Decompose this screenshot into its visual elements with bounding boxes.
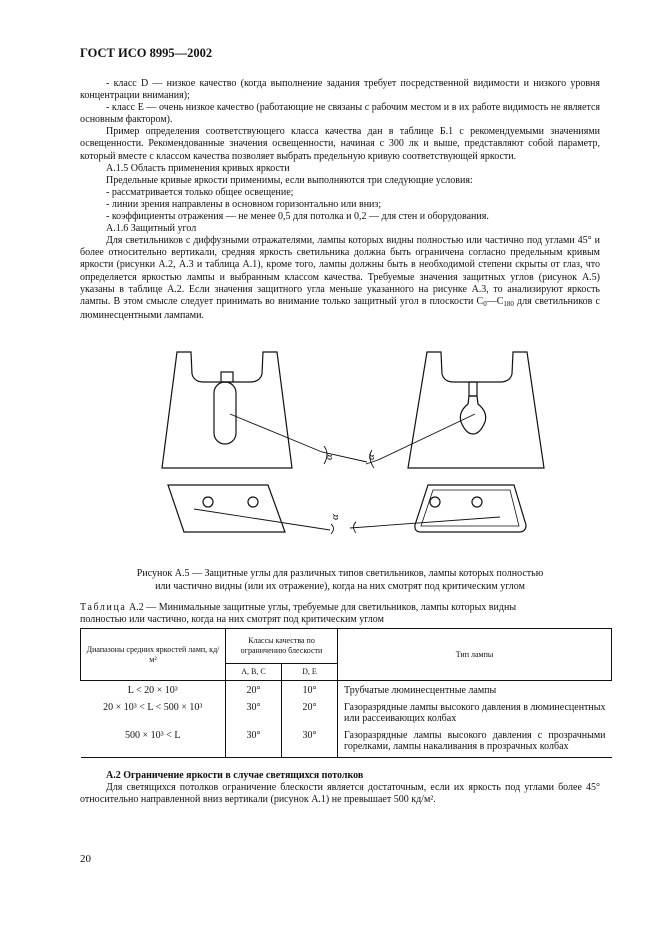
table-title: А.2 — Минимальные защитные углы, требуемые для светильников, лампы которых видны [126, 602, 517, 613]
lamp-section [203, 497, 213, 507]
angle-cell: 30° [226, 726, 282, 758]
range-cell: L < 20 × 10³ [127, 685, 178, 696]
list-item: - рассматривается только общее освещение; [106, 186, 294, 198]
subscript: 180 [503, 299, 514, 308]
column-header-range: Диапазоны средних яркостей ламп, кд/м² [81, 629, 226, 681]
left-luminaire-body [162, 352, 292, 468]
paragraph: - класс Е — очень низкое качество (работающие не связаны с рабочим местом и в их работе видимость не является основным фактором). [80, 102, 600, 126]
page-number: 20 [80, 853, 91, 865]
angle-arc [331, 524, 334, 534]
paragraph [80, 235, 600, 322]
list-item: - линии зрения направлены в основном горизонтально или вниз; [106, 198, 382, 210]
list-item: - коэффициенты отражения — не менее 0,5 для потолка и 0,2 — для стен и оборудования. [106, 211, 489, 223]
section-paragraph: Для светящихся потолков ограничение блескости является достаточным, если их яркость под углами более 45° относительно направленной вниз вертикали (рисунок А.1) не превышает 500 кд/м². [80, 782, 600, 806]
lamp-section [472, 497, 482, 507]
range-cell: 500 × 10³ < L [81, 726, 226, 758]
angle-cell: 30° [282, 726, 338, 758]
angle-label: α [329, 514, 341, 520]
paragraph: Предельные кривые яркости применимы, если выполняются три следующие условия: [106, 174, 473, 186]
figure-caption [80, 568, 600, 593]
lamp-type-cell: Трубчатые люминесцентные лампы [338, 681, 612, 698]
caption-line: Рисунок А.5 — Защитные углы для различных типов светильников, лампы которых полностью [136, 568, 544, 579]
angle-cell: 30° [226, 698, 282, 726]
dash-text: —C [486, 295, 504, 307]
subscript: 0 [483, 299, 487, 308]
sight-line [194, 509, 330, 530]
column-header-de: D, Е [282, 664, 338, 681]
lamp-type-cell: Газоразрядные лампы высокого давления в люминесцентных или рассеивающих колбах [338, 698, 612, 726]
sight-line [230, 414, 367, 462]
tubular-lamp [214, 382, 236, 444]
column-header-classes: Классы качества по ограничению блескости [226, 629, 338, 664]
section-heading: А.2 Ограничение яркости в случае светящихся потолков [106, 770, 364, 781]
angle-label: α [323, 454, 335, 460]
angle-cell: 20° [282, 698, 338, 726]
table-label: Таблица [80, 602, 127, 613]
body-text-block [80, 78, 600, 322]
louvre-luminaire-right [415, 485, 526, 532]
range-cell: 20 × 10³ < L < 500 × 10³ [103, 701, 203, 713]
paragraph: - класс D — низкое качество (когда выполнение задания требует посредственной видимости и низкого уровня концентрации внимания); [80, 78, 600, 102]
sight-line [366, 414, 475, 464]
louvre-luminaire-left [168, 485, 285, 532]
table-row [81, 726, 612, 758]
angle-label: α [365, 454, 377, 460]
document-header: ГОСТ ИСО 8995—2002 [80, 46, 213, 60]
angle-cell: 20° [226, 681, 282, 698]
lamp-section [430, 497, 440, 507]
louvre-inner [421, 490, 519, 526]
table-caption [80, 602, 600, 626]
angle-cell: 10° [282, 681, 338, 698]
glare-angle-table [80, 628, 612, 758]
subsection-heading: А.1.5 Область применения кривых яркости [106, 162, 290, 174]
table-caption-line: полностью или частично, когда на них смотрят под критическим углом [80, 614, 384, 626]
section-a2 [80, 770, 600, 807]
table-row [81, 698, 612, 726]
table-caption-line [80, 602, 600, 614]
caption-line: или частично видны (или их отражение), когда на них смотрят под критическим углом [155, 580, 525, 592]
lamp-type-cell: Газоразрядные лампы высокого давления с прозрачными горелками, лампы накаливания в прозрачных колбах [338, 726, 612, 758]
lamp-socket [221, 372, 233, 382]
paragraph-tail: для светильников с люминесцентными лампами. [80, 295, 600, 321]
paragraph-text: Для светильников с диффузными отражателями, лампы которых видны полностью или частично под углами 45° и более относительно вертикали, средняя яркость светильника должна быть ограничена согласно предельным кривым яркости (рисунки А.2, А.3 и таблица А.1), кроме того, лампы должны быть в необходимой степени скрыты от глаз, что определяется яркостью лампы и выбранным классом качества. Требуемые значения защитных углов (рисунок А.5) указаны в таблице А.2. Если значения защитного угла меньше указанного на рисунке А.3, то анализируют яркость лампы. В этом смысле следует принимать во внимание только защитный угол в плоскости C [80, 235, 600, 307]
paragraph: Пример определения соответствующего класса качества дан в таблице Б.1 с рекомендуемыми значениями освещенности. Рекомендованные значения освещенности, начиная с 300 лк и выше, представляют собой параметр, который вместе с классом качества позволяет выбрать предельную кривую соответствующей яркости. [80, 126, 600, 162]
subsection-heading: А.1.6 Защитный угол [106, 223, 197, 235]
column-header-type: Тип лампы [338, 629, 612, 681]
luminaire-figure [80, 342, 600, 542]
right-luminaire-body [408, 352, 544, 468]
column-header-abc: А, В, С [226, 664, 282, 681]
lamp-section [248, 497, 258, 507]
table-row [81, 681, 612, 698]
bulb-socket [469, 382, 477, 396]
